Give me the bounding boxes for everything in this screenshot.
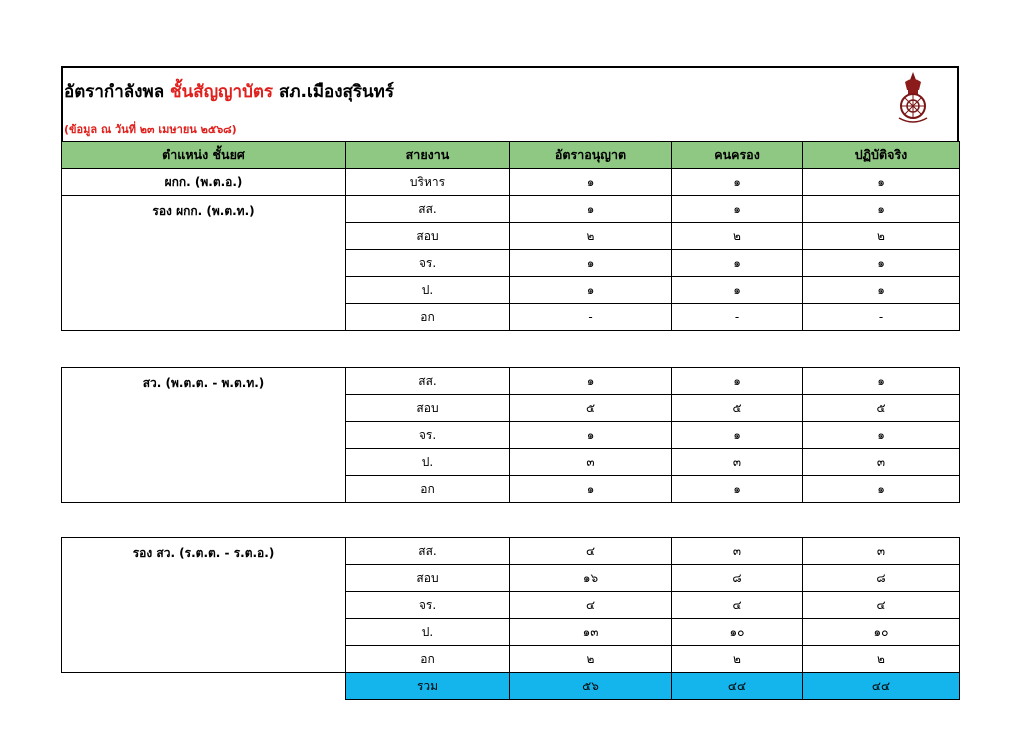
occupied-cell: ๑๐ [672, 619, 803, 646]
actual-cell: ๑ [803, 422, 960, 449]
actual-cell: ๑ [803, 169, 960, 196]
title-highlight: ชั้นสัญญาบัตร [170, 82, 274, 102]
occupied-cell: ๓ [672, 449, 803, 476]
data-date-subtitle: (ข้อมูล ณ วันที่ ๒๓ เมษายน ๒๕๖๘) [64, 123, 237, 136]
total-authorized: ๕๖ [510, 673, 672, 700]
line-cell: จร. [346, 250, 510, 277]
occupied-cell: ๑ [672, 422, 803, 449]
table-row [62, 538, 960, 565]
occupied-cell: ๒ [672, 646, 803, 673]
actual-cell: ๑ [803, 476, 960, 503]
occupied-cell: ๑ [672, 169, 803, 196]
line-cell: สอบ [346, 395, 510, 422]
line-cell: บริหาร [346, 169, 510, 196]
table-row [62, 196, 960, 223]
authorized-cell: ๑๓ [510, 619, 672, 646]
actual-cell: ๑๐ [803, 619, 960, 646]
line-cell: ป. [346, 619, 510, 646]
line-cell: สส. [346, 368, 510, 395]
authorized-cell: ๑ [510, 368, 672, 395]
position-cell: ผกก. (พ.ต.อ.) [62, 169, 346, 196]
occupied-cell: ๕ [672, 395, 803, 422]
table-row [62, 368, 960, 395]
col-header-position: ตำแหน่ง ชั้นยศ [62, 142, 346, 169]
actual-cell: ๒ [803, 223, 960, 250]
line-cell: สอบ [346, 223, 510, 250]
actual-cell: ๕ [803, 395, 960, 422]
total-label: รวม [346, 673, 510, 700]
col-header-actual: ปฏิบัติจริง [803, 142, 960, 169]
occupied-cell: ๑ [672, 476, 803, 503]
occupied-cell: ๔ [672, 592, 803, 619]
total-blank-cell [62, 673, 346, 700]
authorized-cell: ๑ [510, 422, 672, 449]
authorized-cell: ๕ [510, 395, 672, 422]
line-cell: อก [346, 476, 510, 503]
line-cell: จร. [346, 422, 510, 449]
occupied-cell: ๑ [672, 250, 803, 277]
line-cell: สอบ [346, 565, 510, 592]
authorized-cell: ๑ [510, 476, 672, 503]
position-cell: สว. (พ.ต.ต. - พ.ต.ท.) [62, 368, 346, 503]
table-command [61, 141, 960, 331]
authorized-cell: ๒ [510, 646, 672, 673]
actual-cell: ๓ [803, 538, 960, 565]
page-title: อัตรากำลังพล ชั้นสัญญาบัตร สภ.เมืองสุรินทร์ [64, 82, 394, 102]
actual-cell: ๑ [803, 277, 960, 304]
occupied-cell: - [672, 304, 803, 331]
actual-cell: ๘ [803, 565, 960, 592]
table-row [62, 169, 960, 196]
total-actual: ๔๔ [803, 673, 960, 700]
line-cell: อก [346, 646, 510, 673]
line-cell: สส. [346, 196, 510, 223]
actual-cell: ๑ [803, 196, 960, 223]
table-deputy-inspector [61, 537, 960, 700]
authorized-cell: ๑ [510, 169, 672, 196]
total-occupied: ๔๔ [672, 673, 803, 700]
table-inspector [61, 367, 960, 503]
authorized-cell: ๔ [510, 538, 672, 565]
line-cell: สส. [346, 538, 510, 565]
occupied-cell: ๑ [672, 368, 803, 395]
col-header-line: สายงาน [346, 142, 510, 169]
police-emblem-icon [893, 70, 933, 126]
position-cell: รอง ผกก. (พ.ต.ท.) [62, 196, 346, 331]
position-cell: รอง สว. (ร.ต.ต. - ร.ต.อ.) [62, 538, 346, 673]
authorized-cell: ๒ [510, 223, 672, 250]
authorized-cell: - [510, 304, 672, 331]
total-row [62, 673, 960, 700]
line-cell: ป. [346, 277, 510, 304]
line-cell: ป. [346, 449, 510, 476]
actual-cell: ๔ [803, 592, 960, 619]
authorized-cell: ๑ [510, 277, 672, 304]
authorized-cell: ๓ [510, 449, 672, 476]
occupied-cell: ๑ [672, 196, 803, 223]
actual-cell: ๑ [803, 368, 960, 395]
authorized-cell: ๑๖ [510, 565, 672, 592]
actual-cell: ๓ [803, 449, 960, 476]
actual-cell: ๒ [803, 646, 960, 673]
occupied-cell: ๒ [672, 223, 803, 250]
occupied-cell: ๑ [672, 277, 803, 304]
occupied-cell: ๘ [672, 565, 803, 592]
authorized-cell: ๑ [510, 196, 672, 223]
line-cell: จร. [346, 592, 510, 619]
authorized-cell: ๑ [510, 250, 672, 277]
occupied-cell: ๓ [672, 538, 803, 565]
line-cell: อก [346, 304, 510, 331]
actual-cell: ๑ [803, 250, 960, 277]
authorized-cell: ๔ [510, 592, 672, 619]
actual-cell: - [803, 304, 960, 331]
col-header-authorized: อัตราอนุญาต [510, 142, 672, 169]
table-header-row [62, 142, 960, 169]
col-header-occupied: คนครอง [672, 142, 803, 169]
